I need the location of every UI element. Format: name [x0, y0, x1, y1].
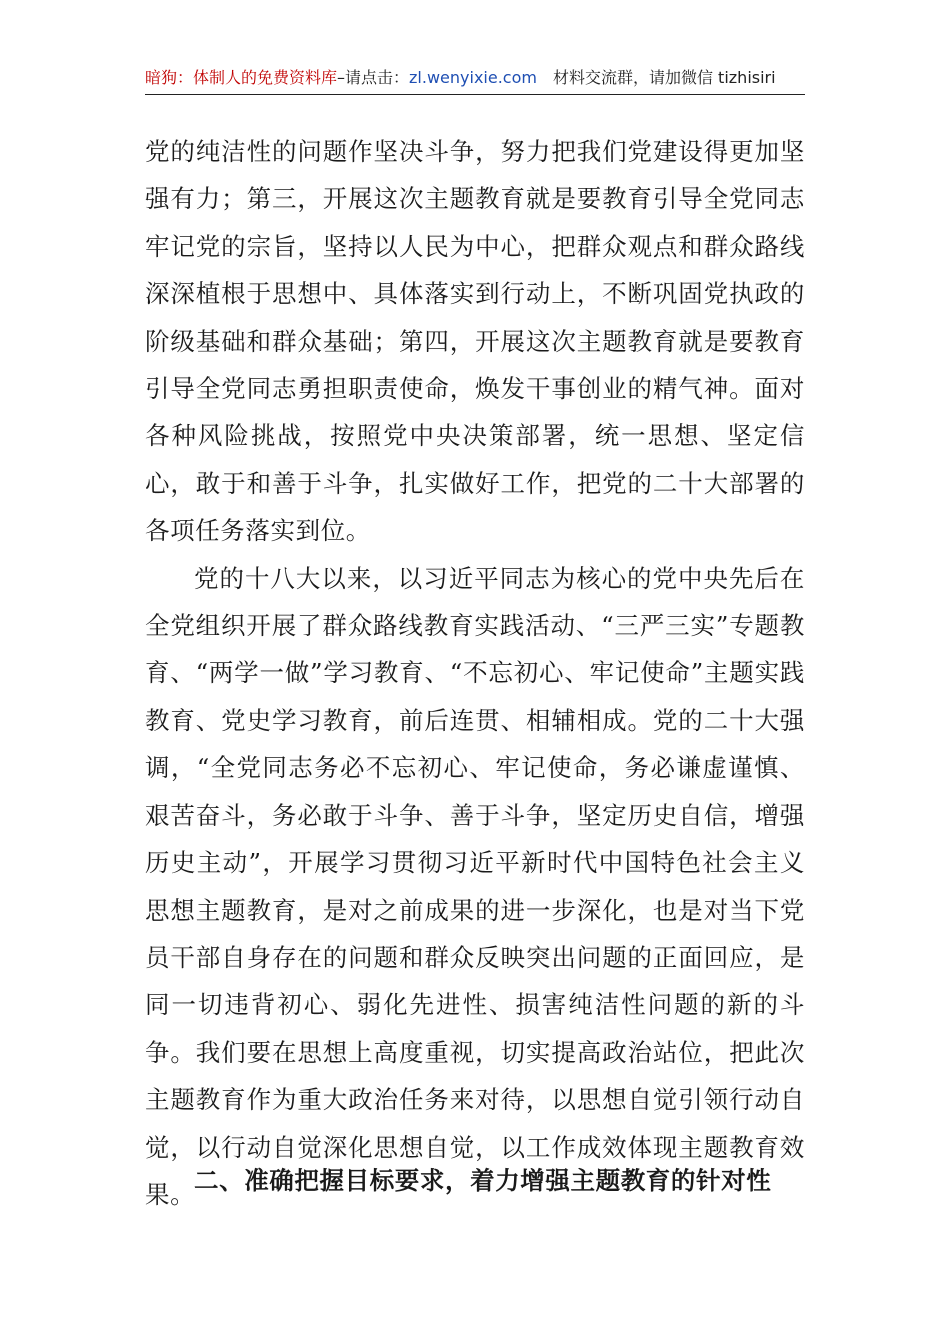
section-heading: 二、准确把握目标要求，着力增强主题教育的针对性 — [194, 1166, 772, 1195]
header-prompt: –请点击： — [337, 68, 410, 87]
header-brand: 暗狗：体制人的免费资料库 — [145, 68, 338, 87]
header-link[interactable]: zl.wenyixie.com — [409, 68, 537, 87]
page-header — [145, 62, 805, 95]
header-wechat-note: 材料交流群，请加微信 tizhisiri — [552, 68, 776, 87]
paragraph-continued: 党的纯洁性的问题作坚决斗争，努力把我们党建设得更加坚强有力；第三，开展这次主题教育就是要教育引导全党同志牢记党的宗旨，坚持以人民为中心，把群众观点和群众路线深深植根于思想中、具体落实到行动上，不断巩固党执政的阶级基础和群众基础；第四，开展这次主题教育就是要教育引导全党同志勇担职责使命，焕发干事创业的精气神。面对各种风险挑战，按照党中央决策部署，统一思想、坚定信心，敢于和善于斗争，扎实做好工作，把党的二十大部署的各项任务落实到位。 — [145, 137, 805, 546]
document-body — [145, 128, 805, 1218]
paragraph: 党的十八大以来，以习近平同志为核心的党中央先后在全党组织开展了群众路线教育实践活动、“三严三实”专题教育、“两学一做”学习教育、“不忘初心、牢记使命”主题实践教育、党史学习教育，前后连贯、相辅相成。党的二十大强调，“全党同志务必不忘初心、牢记使命，务必谦虚谨慎、艰苦奋斗，务必敢于斗争、善于斗争，坚定历史自信，增强历史主动”，开展学习贯彻习近平新时代中国特色社会主义思想主题教育，是对之前成果的进一步深化，也是对当下党员干部自身存在的问题和群众反映突出问题的正面回应，是同一切违背初心、弱化先进性、损害纯洁性问题的新的斗争。我们要在思想上高度重视，切实提高政治站位，把此次主题教育作为重大政治任务来对待，以思想自觉引领行动自觉，以行动自觉深化思想自觉，以工作成效体现主题教育效果。 — [145, 563, 805, 1209]
